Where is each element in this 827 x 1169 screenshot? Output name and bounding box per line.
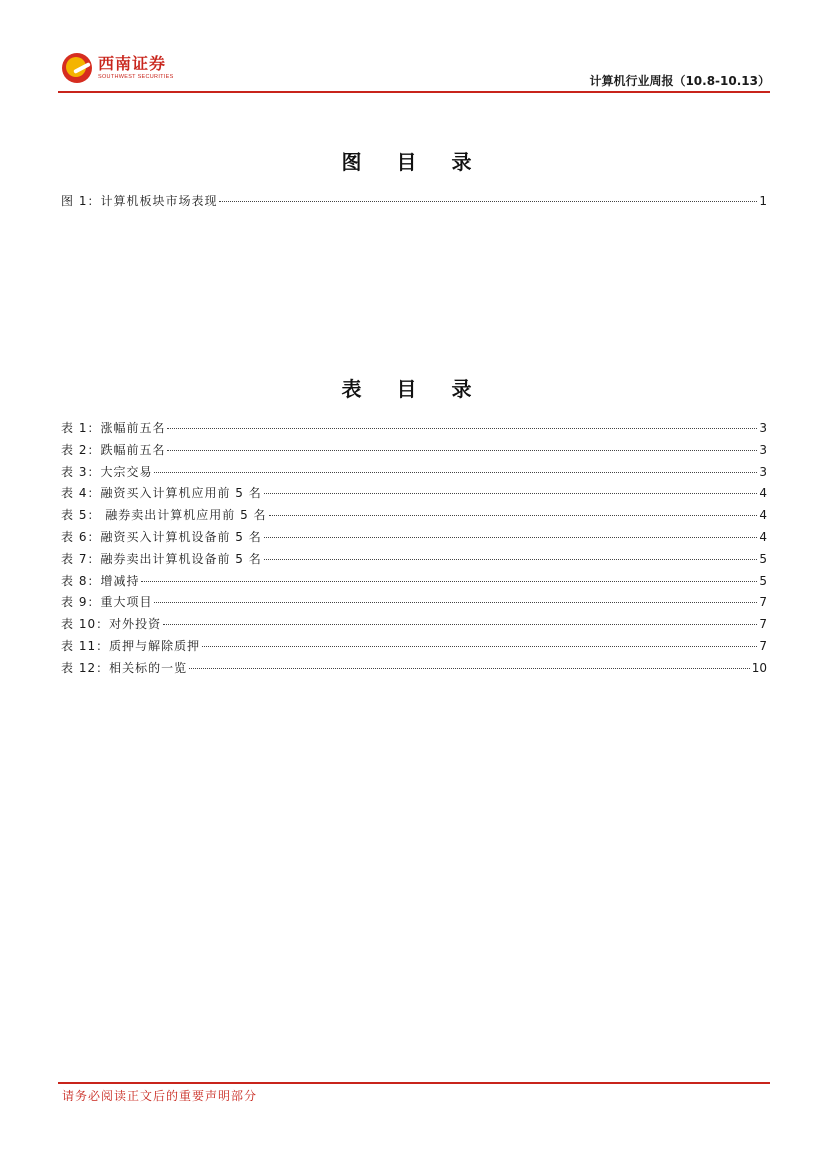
toc-entry-page: 7: [759, 595, 767, 610]
page-header: [58, 48, 770, 92]
toc-entry-page: 3: [759, 464, 767, 479]
toc-entry-page: 3: [759, 421, 767, 435]
toc-dot-leader: [202, 646, 757, 647]
toc-entry-label: 表 8：增减持: [61, 573, 140, 588]
footer-divider: [58, 1082, 770, 1084]
toc-dot-leader: [163, 624, 757, 625]
toc-dot-leader: [219, 201, 757, 202]
toc-entry[interactable]: [61, 441, 767, 463]
header-divider: [58, 91, 770, 93]
toc-entry-page: 3: [759, 442, 767, 457]
toc-entry[interactable]: [61, 528, 767, 550]
toc-entry-label: 表 1：涨幅前五名: [61, 421, 166, 435]
toc-entry[interactable]: [61, 419, 767, 441]
toc-entry-label: 表 9：重大项目: [61, 595, 153, 610]
toc-entry-page: 5: [759, 551, 767, 566]
toc-entry-label: 图 1：计算机板块市场表现: [61, 194, 218, 208]
toc-entry[interactable]: [61, 615, 767, 637]
footer-disclaimer: 请务必阅读正文后的重要声明部分: [62, 1089, 258, 1103]
toc-entry[interactable]: [61, 637, 767, 659]
toc-entry-page: 5: [759, 573, 767, 588]
logo-text: [98, 53, 174, 81]
toc-entry[interactable]: [61, 463, 767, 485]
toc-dot-leader: [269, 515, 758, 516]
toc-entry[interactable]: [61, 484, 767, 506]
toc-entry-page: 7: [759, 638, 767, 653]
company-logo: [62, 50, 174, 86]
toc-entry-label: 表 12：相关标的一览: [61, 660, 188, 675]
toc-dot-leader: [167, 450, 757, 451]
toc-entry[interactable]: [61, 659, 767, 681]
toc-dot-leader: [167, 428, 757, 429]
toc-entry[interactable]: [61, 550, 767, 572]
toc-dot-leader: [264, 537, 758, 538]
toc-dot-leader: [264, 559, 758, 560]
report-title: 计算机行业周报（10.8-10.13）: [589, 74, 770, 88]
toc-entry[interactable]: [61, 506, 767, 528]
toc-entry[interactable]: [61, 192, 767, 214]
logo-name-cn: 西南证券: [98, 53, 167, 73]
toc-entry-label: 表 11：质押与解除质押: [61, 638, 201, 653]
toc-entry-page: 1: [759, 194, 767, 208]
figures-toc-list: [61, 192, 767, 214]
toc-entry-label: 表 4：融资买入计算机应用前 5 名: [61, 486, 262, 501]
tables-toc-heading: 表 目 录: [341, 377, 486, 401]
toc-entry-page: 7: [759, 617, 767, 632]
toc-entry-label: 表 10：对外投资: [61, 617, 162, 632]
toc-entry-label: 表 6：融资买入计算机设备前 5 名: [61, 529, 262, 544]
tables-toc-list: [61, 419, 767, 681]
toc-dot-leader: [264, 493, 758, 494]
toc-dot-leader: [189, 668, 750, 669]
toc-entry[interactable]: [61, 593, 767, 615]
logo-name-en: SOUTHWEST SECURITIES: [98, 73, 174, 80]
figures-toc-heading: 图 目 录: [341, 150, 486, 174]
toc-dot-leader: [141, 581, 757, 582]
toc-entry-page: 4: [759, 486, 767, 501]
toc-entry-page: 4: [759, 529, 767, 544]
toc-dot-leader: [154, 602, 757, 603]
logo-emblem-icon: [62, 53, 92, 83]
toc-entry-page: 10: [751, 660, 767, 675]
toc-entry-label: 表 7：融券卖出计算机设备前 5 名: [61, 551, 262, 566]
toc-entry[interactable]: [61, 572, 767, 594]
toc-entry-label: 表 5： 融券卖出计算机应用前 5 名: [61, 508, 267, 523]
toc-dot-leader: [154, 472, 757, 473]
toc-entry-page: 4: [759, 508, 767, 523]
toc-entry-label: 表 3：大宗交易: [61, 464, 153, 479]
toc-entry-label: 表 2：跌幅前五名: [61, 442, 166, 457]
